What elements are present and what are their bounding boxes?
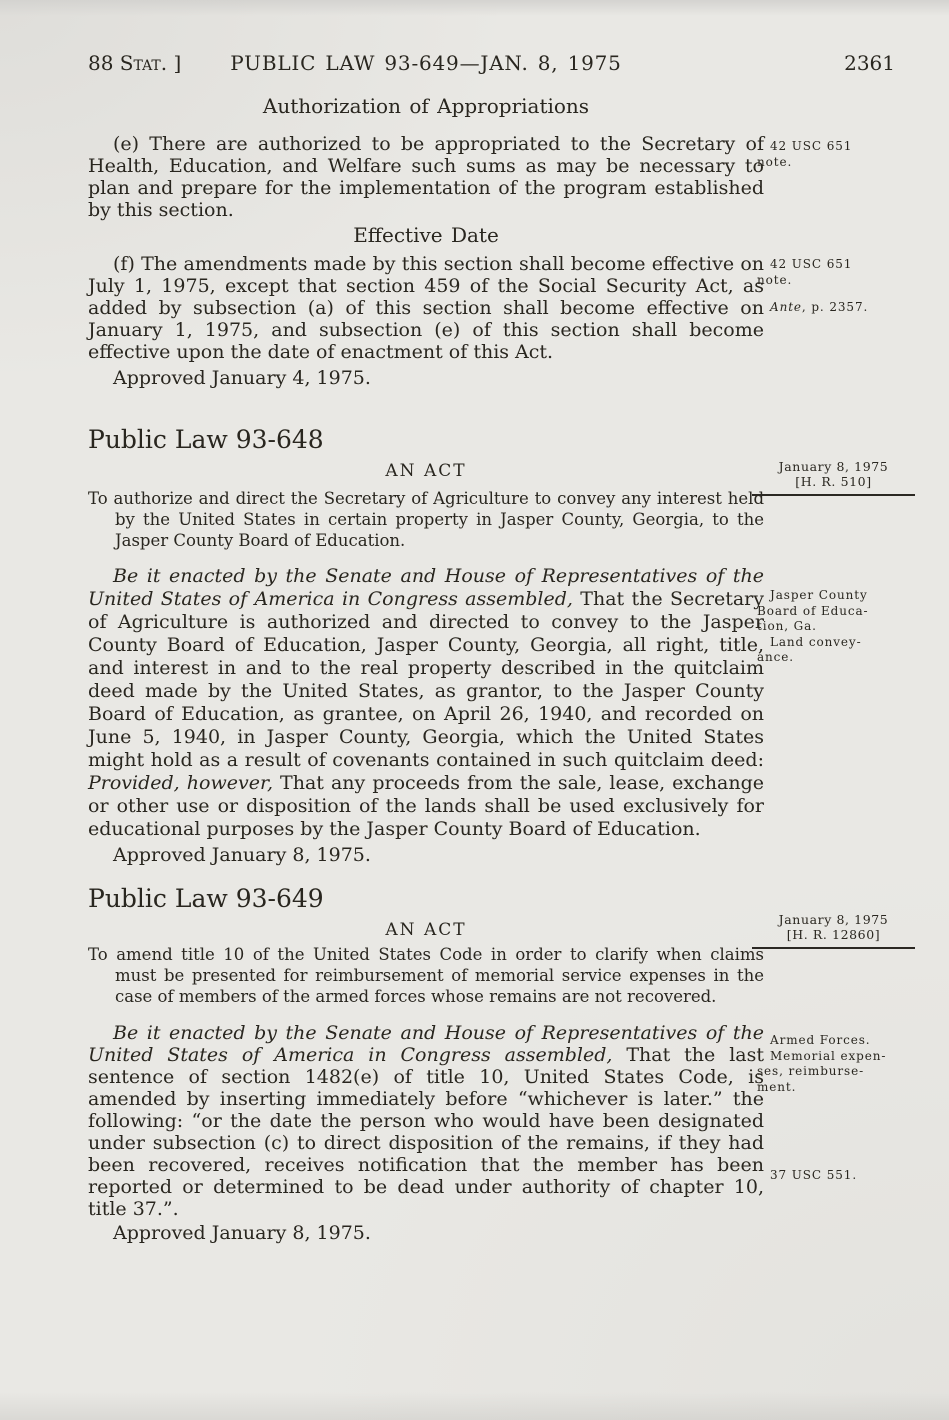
margin-notes-648 bbox=[757, 588, 909, 666]
margin-note-line: Armed Forces. bbox=[770, 1033, 871, 1047]
margin-notes-649 bbox=[757, 1033, 909, 1095]
margin-note-line: ses, reimburse- bbox=[757, 1064, 865, 1078]
margin-note-line: Land convey- bbox=[770, 634, 862, 649]
margin-note-line: Memorial expen- bbox=[770, 1048, 887, 1063]
approved-line-649: Approved January 8, 1975. bbox=[113, 1222, 371, 1244]
margin-note-line: tion, Ga. bbox=[757, 619, 817, 633]
paragraph-f: (f) The amendments made by this section shall become effective on July 1, 1975, except that section 459 of the Social Security Act, as added by subsection (a) of this section shall become effective on January 1, 1975, and subsection (e) of this section shall become effective upon the date of enactment of this Act. bbox=[88, 253, 764, 363]
date-line: January 8, 1975 bbox=[778, 459, 889, 474]
header-volume: 88 Stat. ] bbox=[88, 51, 182, 75]
margin-note-usc-551: 37 USC 551. bbox=[770, 1168, 858, 1182]
margin-note-line: Jasper County bbox=[770, 588, 868, 602]
margin-note-line: note. bbox=[757, 154, 793, 169]
law-title-93-649: Public Law 93-649 bbox=[88, 884, 324, 913]
enacting-clause-649: Be it enacted by the Senate and House of Representatives of the United States of America in Congress assembled, bbox=[88, 1022, 764, 1066]
date-line: January 8, 1975 bbox=[778, 912, 889, 927]
heading-effective-date: Effective Date bbox=[353, 223, 499, 247]
margin-note-ante-2357 bbox=[757, 300, 909, 316]
bill-number-line: [H. R. 12860] bbox=[786, 927, 881, 942]
date-margin-note-649 bbox=[752, 912, 915, 949]
margin-note-line: 42 USC 651 bbox=[770, 257, 853, 271]
margin-note-line: ance. bbox=[757, 650, 795, 664]
margin-note-jasper-county bbox=[757, 588, 909, 635]
law-title-93-648: Public Law 93-648 bbox=[88, 425, 324, 454]
body-paragraph-649 bbox=[88, 1022, 764, 1220]
bill-number-line: [H. R. 510] bbox=[795, 474, 872, 489]
enacting-clause-648: Be it enacted by the Senate and House of Representatives of the United States of America in Congress assembled, bbox=[88, 565, 764, 610]
proviso-italic-648: Provided, however, bbox=[88, 772, 273, 794]
header-law-title: PUBLIC LAW 93-649—JAN. 8, 1975 bbox=[230, 51, 622, 75]
an-act-heading-649: AN ACT bbox=[385, 920, 467, 940]
ante-rest: , p. 2357. bbox=[801, 300, 869, 314]
date-margin-note-648 bbox=[752, 459, 915, 496]
approved-line-647: Approved January 4, 1975. bbox=[113, 367, 371, 389]
act-description-649: To amend title 10 of the United States Code in order to clarify when claims must be presented for reimbursement of memorial service expenses in the case of members of the armed forces whose remains are not recovered. bbox=[88, 945, 764, 1006]
margin-note-line: 42 USC 651 bbox=[770, 139, 853, 153]
section-pl-93-649 bbox=[88, 884, 764, 1244]
margin-note-usc-651-e bbox=[757, 139, 909, 170]
approved-line-648: Approved January 8, 1975. bbox=[113, 844, 371, 866]
heading-authorization-of-appropriations: Authorization of Appropriations bbox=[262, 94, 590, 118]
margin-note-line: ment. bbox=[757, 1079, 797, 1094]
section-pl-93-647-tail bbox=[88, 95, 764, 389]
margin-note-land-conveyance bbox=[757, 635, 909, 666]
margin-note-usc-651-f bbox=[757, 257, 909, 288]
ante-italic: Ante bbox=[770, 300, 802, 314]
paragraph-e: (e) There are authorized to be appropriated to the Secretary of Health, Education, and Welfare such sums as may be necessary to plan and prepare for the implementation of the program established by this section. bbox=[88, 133, 764, 221]
section-pl-93-648 bbox=[88, 425, 764, 866]
an-act-heading-648: AN ACT bbox=[385, 461, 467, 481]
body-text-648-2: That any proceeds from the sale, lease, exchange or other use or disposition of the lands shall be used exclusively for educational purposes by the Jasper County Board of Education. bbox=[88, 772, 764, 840]
margin-note-line: note. bbox=[757, 272, 793, 287]
margin-note-line: Board of Educa- bbox=[757, 603, 869, 618]
body-text-649-1: That the last sentence of section 1482(e) of title 10, United States Code, is amended by inserting immediately before “whichever is later.” the following: “or the date the person who would have been designated under subsection (c) to direct disposition of the remains, if they had been recovered, receives notification that the member has been reported or determined to be dead under authority of chapter 10, title 37.”. bbox=[88, 1044, 764, 1220]
body-text-648-1: That the Secretary of Agriculture is authorized and directed to convey to the Jasper County Board of Education, Jasper County, Georgia, all right, title, and interest in and to the real property described in the quitclaim deed made by the United States, as grantor, to the Jasper County Board of Education, as grantee, on April 26, 1940, and recorded on June 5, 1940, in Jasper County, Georgia, which the United States might hold as a result of covenants contained in such quitclaim deed: bbox=[88, 588, 764, 771]
body-paragraph-648 bbox=[88, 565, 764, 841]
act-description-648: To authorize and direct the Secretary of Agriculture to convey any interest held by the United States in certain property in Jasper County, Georgia, to the Jasper County Board of Education. bbox=[88, 489, 764, 550]
header-page-number: 2361 bbox=[844, 51, 895, 75]
